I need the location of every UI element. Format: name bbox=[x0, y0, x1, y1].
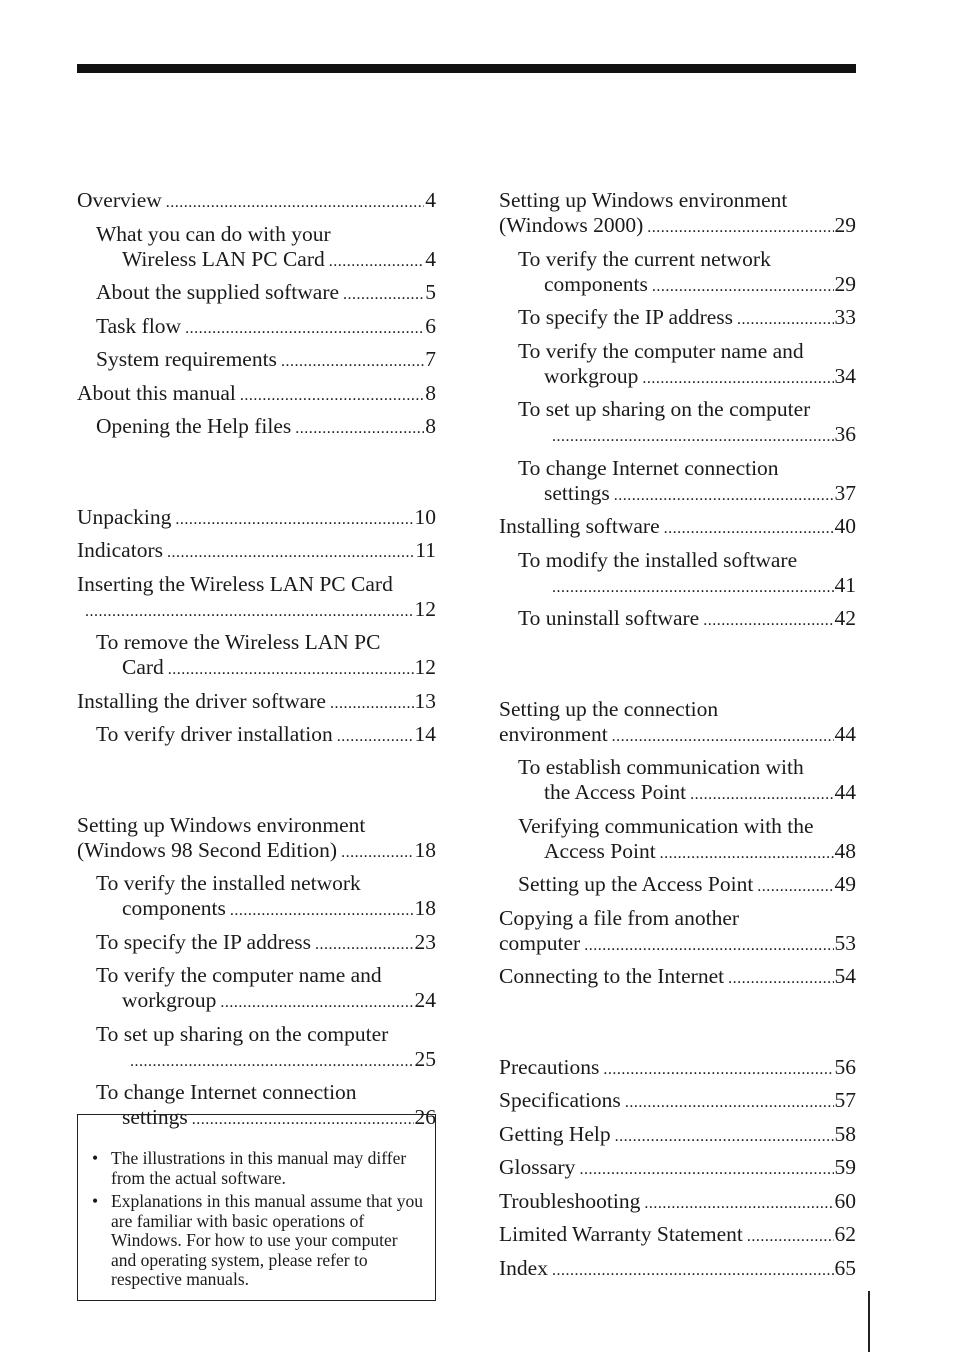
dot-leader bbox=[652, 274, 834, 299]
toc-entry[interactable] bbox=[77, 414, 436, 441]
toc-entry[interactable] bbox=[499, 339, 856, 391]
toc-entry-title: About the supplied software bbox=[96, 280, 340, 304]
dot-leader bbox=[130, 1049, 414, 1074]
toc-entry[interactable] bbox=[499, 247, 856, 299]
toc-entry-title: To set up sharing on the computer bbox=[518, 397, 811, 421]
toc-page-number: 49 bbox=[834, 872, 856, 896]
dot-leader bbox=[175, 507, 413, 532]
toc-entry[interactable] bbox=[77, 871, 436, 923]
toc-entry[interactable] bbox=[499, 1055, 856, 1082]
dot-leader bbox=[747, 1224, 834, 1249]
toc-entry[interactable] bbox=[499, 514, 856, 541]
section-gap bbox=[499, 640, 856, 697]
toc-page-number: 36 bbox=[834, 422, 856, 446]
toc-entry[interactable] bbox=[77, 930, 436, 957]
section-gap bbox=[499, 998, 856, 1055]
dot-leader bbox=[330, 691, 414, 716]
toc-entry[interactable] bbox=[499, 906, 856, 958]
toc-page-number: 29 bbox=[834, 271, 856, 296]
dot-leader bbox=[185, 316, 424, 341]
toc-entry[interactable] bbox=[499, 814, 856, 866]
toc-entry-title: To verify the computer name and bbox=[518, 338, 804, 363]
dot-leader bbox=[343, 282, 424, 307]
toc-entry[interactable] bbox=[499, 964, 856, 991]
dot-leader bbox=[167, 540, 414, 565]
toc-page-number: 6 bbox=[425, 313, 436, 338]
toc-section bbox=[77, 505, 436, 750]
toc-entry-title: Specifications bbox=[499, 1088, 621, 1112]
toc-entry-title: environment bbox=[499, 721, 608, 746]
toc-entry-title: Access Point bbox=[544, 838, 656, 863]
toc-page-number: 59 bbox=[834, 1155, 856, 1179]
toc-page-number: 14 bbox=[414, 722, 436, 746]
toc-page-number: 12 bbox=[414, 655, 436, 679]
toc-entry-title: settings bbox=[122, 1105, 188, 1129]
toc-entry[interactable] bbox=[499, 305, 856, 332]
dot-leader bbox=[579, 1157, 833, 1182]
toc-entry-title: Task flow bbox=[96, 313, 182, 338]
dot-leader bbox=[737, 307, 833, 332]
toc-entry[interactable] bbox=[499, 872, 856, 899]
toc-entry[interactable] bbox=[499, 188, 856, 240]
toc-entry[interactable] bbox=[499, 548, 856, 600]
dot-leader bbox=[281, 349, 424, 374]
dot-leader bbox=[552, 1258, 834, 1283]
toc-entry-title: To specify the IP address bbox=[96, 929, 312, 954]
toc-page-number: 12 bbox=[414, 596, 436, 621]
toc-entry-title: Installing the driver software bbox=[77, 688, 326, 713]
toc-entry-title: Troubleshooting bbox=[499, 1188, 641, 1213]
toc-entry-title: Wireless LAN PC Card bbox=[122, 246, 325, 271]
dot-leader bbox=[230, 898, 414, 923]
dot-leader bbox=[315, 932, 413, 957]
toc-page-number: 7 bbox=[425, 347, 436, 371]
toc-entry-title: Installing software bbox=[499, 514, 660, 538]
dot-leader bbox=[703, 608, 833, 633]
toc-entry-title: Card bbox=[122, 655, 164, 679]
toc-page-number: 5 bbox=[425, 280, 436, 304]
toc-page-number: 33 bbox=[834, 305, 856, 329]
toc-entry-title: Indicators bbox=[77, 538, 163, 562]
toc-entry-title: Glossary bbox=[499, 1155, 576, 1179]
toc-entry[interactable] bbox=[77, 381, 436, 408]
toc-page-number: 62 bbox=[834, 1222, 856, 1246]
toc-page-number: 37 bbox=[834, 480, 856, 505]
toc-entry-title: To verify the current network bbox=[518, 246, 771, 271]
toc-page-number: 40 bbox=[834, 514, 856, 538]
dot-leader bbox=[644, 1191, 833, 1216]
toc-entry-title: Overview bbox=[77, 188, 162, 212]
toc-entry[interactable] bbox=[499, 1222, 856, 1249]
toc-entry-title: workgroup bbox=[544, 363, 639, 388]
toc-entry[interactable] bbox=[77, 188, 436, 215]
dot-leader bbox=[660, 841, 834, 866]
toc-page-number: 10 bbox=[414, 504, 436, 529]
toc-entry-title: Inserting the Wireless LAN PC Card bbox=[77, 571, 393, 596]
toc-page-number: 34 bbox=[834, 363, 856, 388]
toc-entry[interactable] bbox=[77, 280, 436, 307]
toc-entry[interactable] bbox=[77, 630, 436, 682]
toc-entry-title: To verify the computer name and bbox=[96, 963, 382, 987]
dot-leader bbox=[603, 1057, 833, 1082]
toc-section bbox=[77, 813, 436, 1133]
dot-leader bbox=[341, 840, 413, 865]
toc-entry-title: Index bbox=[499, 1255, 548, 1280]
toc-entry[interactable] bbox=[77, 963, 436, 1015]
toc-page-number: 24 bbox=[414, 988, 436, 1012]
toc-entry-title: Precautions bbox=[499, 1054, 600, 1079]
toc-entry[interactable] bbox=[499, 697, 856, 749]
toc-entry-title: components bbox=[544, 271, 648, 296]
toc-page-number: 4 bbox=[425, 188, 436, 212]
toc-section bbox=[499, 188, 856, 633]
dot-leader bbox=[615, 1124, 834, 1149]
toc-page-number: 26 bbox=[414, 1105, 436, 1129]
dot-leader bbox=[168, 657, 414, 682]
toc-page-number: 44 bbox=[834, 721, 856, 746]
toc-page-number: 44 bbox=[834, 780, 856, 804]
dot-leader bbox=[728, 966, 833, 991]
toc-entry[interactable] bbox=[77, 572, 436, 624]
toc-entry-title: (Windows 2000) bbox=[499, 213, 644, 237]
toc-entry-title: System requirements bbox=[96, 347, 277, 371]
toc-entry[interactable] bbox=[499, 1122, 856, 1149]
toc-entry-title: Copying a file from another bbox=[499, 905, 740, 930]
toc-entry-title: To establish communication with bbox=[518, 755, 804, 779]
dot-leader bbox=[552, 424, 834, 449]
toc-entry-title: Opening the Help files bbox=[96, 414, 292, 438]
toc-entry-title: Connecting to the Internet bbox=[499, 964, 725, 988]
toc-section bbox=[499, 697, 856, 992]
dot-leader bbox=[612, 724, 834, 749]
toc-page-number: 13 bbox=[414, 688, 436, 713]
toc-entry-title: To remove the Wireless LAN PC bbox=[96, 630, 381, 654]
toc-entry-title: computer bbox=[499, 930, 581, 955]
toc-page-number: 57 bbox=[834, 1088, 856, 1112]
toc-entry-title: Getting Help bbox=[499, 1121, 611, 1146]
toc-entry[interactable] bbox=[499, 1256, 856, 1283]
dot-leader bbox=[584, 933, 833, 958]
toc-section bbox=[77, 188, 436, 441]
toc-page-number: 54 bbox=[834, 964, 856, 988]
dot-leader bbox=[690, 782, 833, 807]
toc-entry[interactable] bbox=[77, 347, 436, 374]
toc-entry-title: workgroup bbox=[122, 988, 217, 1012]
section-gap bbox=[77, 756, 436, 813]
toc-entry-title: the Access Point bbox=[544, 780, 687, 804]
toc-entry-title: To change Internet connection bbox=[518, 455, 779, 480]
toc-right-column bbox=[499, 188, 856, 1289]
toc-entry-title: To modify the installed software bbox=[518, 547, 798, 572]
toc-page-number: 41 bbox=[834, 572, 856, 597]
dot-leader bbox=[337, 724, 414, 749]
note-list bbox=[92, 1149, 427, 1290]
toc-page-number: 18 bbox=[414, 837, 436, 862]
dot-leader bbox=[85, 599, 414, 624]
note-box bbox=[77, 1114, 436, 1301]
toc-page-number: 23 bbox=[414, 929, 436, 954]
dot-leader bbox=[220, 990, 413, 1015]
toc-entry[interactable] bbox=[499, 606, 856, 633]
top-rule bbox=[77, 64, 856, 73]
toc-entry-title: To set up sharing on the computer bbox=[96, 1021, 389, 1046]
toc-page-number: 8 bbox=[425, 380, 436, 405]
dot-leader bbox=[329, 249, 424, 274]
dot-leader bbox=[614, 483, 834, 508]
toc-entry-title: Setting up the Access Point bbox=[518, 872, 754, 896]
toc-entry-title: settings bbox=[544, 480, 610, 505]
toc-entry-title: Setting up the connection bbox=[499, 696, 719, 721]
toc-entry-title: To specify the IP address bbox=[518, 305, 734, 329]
toc-page-number: 48 bbox=[834, 838, 856, 863]
toc-entry[interactable] bbox=[77, 538, 436, 565]
toc-entry-title: What you can do with your bbox=[96, 221, 331, 246]
toc-entry-title: To verify driver installation bbox=[96, 722, 333, 746]
toc-entry[interactable] bbox=[499, 456, 856, 508]
note-item: • The illustrations in this manual may differ from the actual software. bbox=[92, 1148, 407, 1188]
dot-leader bbox=[642, 366, 833, 391]
toc-page-number: 4 bbox=[425, 246, 436, 271]
toc-page-number: 25 bbox=[414, 1046, 436, 1071]
bullet-icon: • bbox=[92, 1148, 99, 1168]
dot-leader bbox=[664, 516, 834, 541]
toc-page-number: 56 bbox=[834, 1054, 856, 1079]
toc-entry-title: (Windows 98 Second Edition) bbox=[77, 837, 338, 862]
toc-entry[interactable] bbox=[499, 1155, 856, 1182]
toc-entry[interactable] bbox=[77, 1022, 436, 1074]
dot-leader bbox=[625, 1090, 834, 1115]
dot-leader bbox=[757, 874, 833, 899]
toc-entry[interactable] bbox=[499, 397, 856, 449]
toc-entry-title: components bbox=[122, 896, 226, 920]
toc-entry-title: About this manual bbox=[77, 380, 236, 405]
dot-leader bbox=[647, 215, 833, 240]
bullet-icon: • bbox=[92, 1191, 99, 1211]
toc-page-number: 60 bbox=[834, 1188, 856, 1213]
toc-entry[interactable] bbox=[499, 1088, 856, 1115]
section-gap bbox=[77, 448, 436, 505]
toc-entry-title: Setting up Windows environment bbox=[77, 812, 366, 837]
dot-leader bbox=[552, 575, 834, 600]
toc-page-number: 8 bbox=[425, 414, 436, 438]
side-rule bbox=[868, 1291, 870, 1352]
toc-entry-title: Unpacking bbox=[77, 504, 172, 529]
toc-left-column bbox=[77, 188, 436, 1139]
toc-entry[interactable] bbox=[77, 222, 436, 274]
toc-page-number: 58 bbox=[834, 1121, 856, 1146]
toc-entry-title: To change Internet connection bbox=[96, 1080, 357, 1104]
toc-entry-title: Verifying communication with the bbox=[518, 813, 814, 838]
toc-entry[interactable] bbox=[77, 689, 436, 716]
toc-entry[interactable] bbox=[77, 722, 436, 749]
toc-page-number: 42 bbox=[834, 606, 856, 630]
toc-entry[interactable] bbox=[499, 755, 856, 807]
toc-page-number: 65 bbox=[834, 1255, 856, 1280]
toc-page-number: 53 bbox=[834, 930, 856, 955]
dot-leader bbox=[240, 383, 424, 408]
toc-entry[interactable] bbox=[77, 314, 436, 341]
toc-entry-title: To verify the installed network bbox=[96, 871, 361, 895]
toc-page-number: 29 bbox=[834, 213, 856, 237]
toc-entry[interactable] bbox=[77, 813, 436, 865]
toc-section bbox=[499, 1055, 856, 1283]
toc-entry-title: Limited Warranty Statement bbox=[499, 1222, 743, 1246]
toc-entry-title: To uninstall software bbox=[518, 606, 700, 630]
dot-leader bbox=[295, 416, 424, 441]
toc-entry[interactable] bbox=[77, 505, 436, 532]
toc-entry[interactable] bbox=[499, 1189, 856, 1216]
toc-entry-title: Setting up Windows environment bbox=[499, 188, 788, 212]
note-item: • Explanations in this manual assume that you are familiar with basic operations of Windows. For how to use your computer and operating system, please refer to respective manuals. bbox=[92, 1191, 424, 1289]
toc-page-number: 11 bbox=[415, 538, 436, 562]
toc-page-number: 18 bbox=[414, 896, 436, 920]
dot-leader bbox=[166, 190, 424, 215]
